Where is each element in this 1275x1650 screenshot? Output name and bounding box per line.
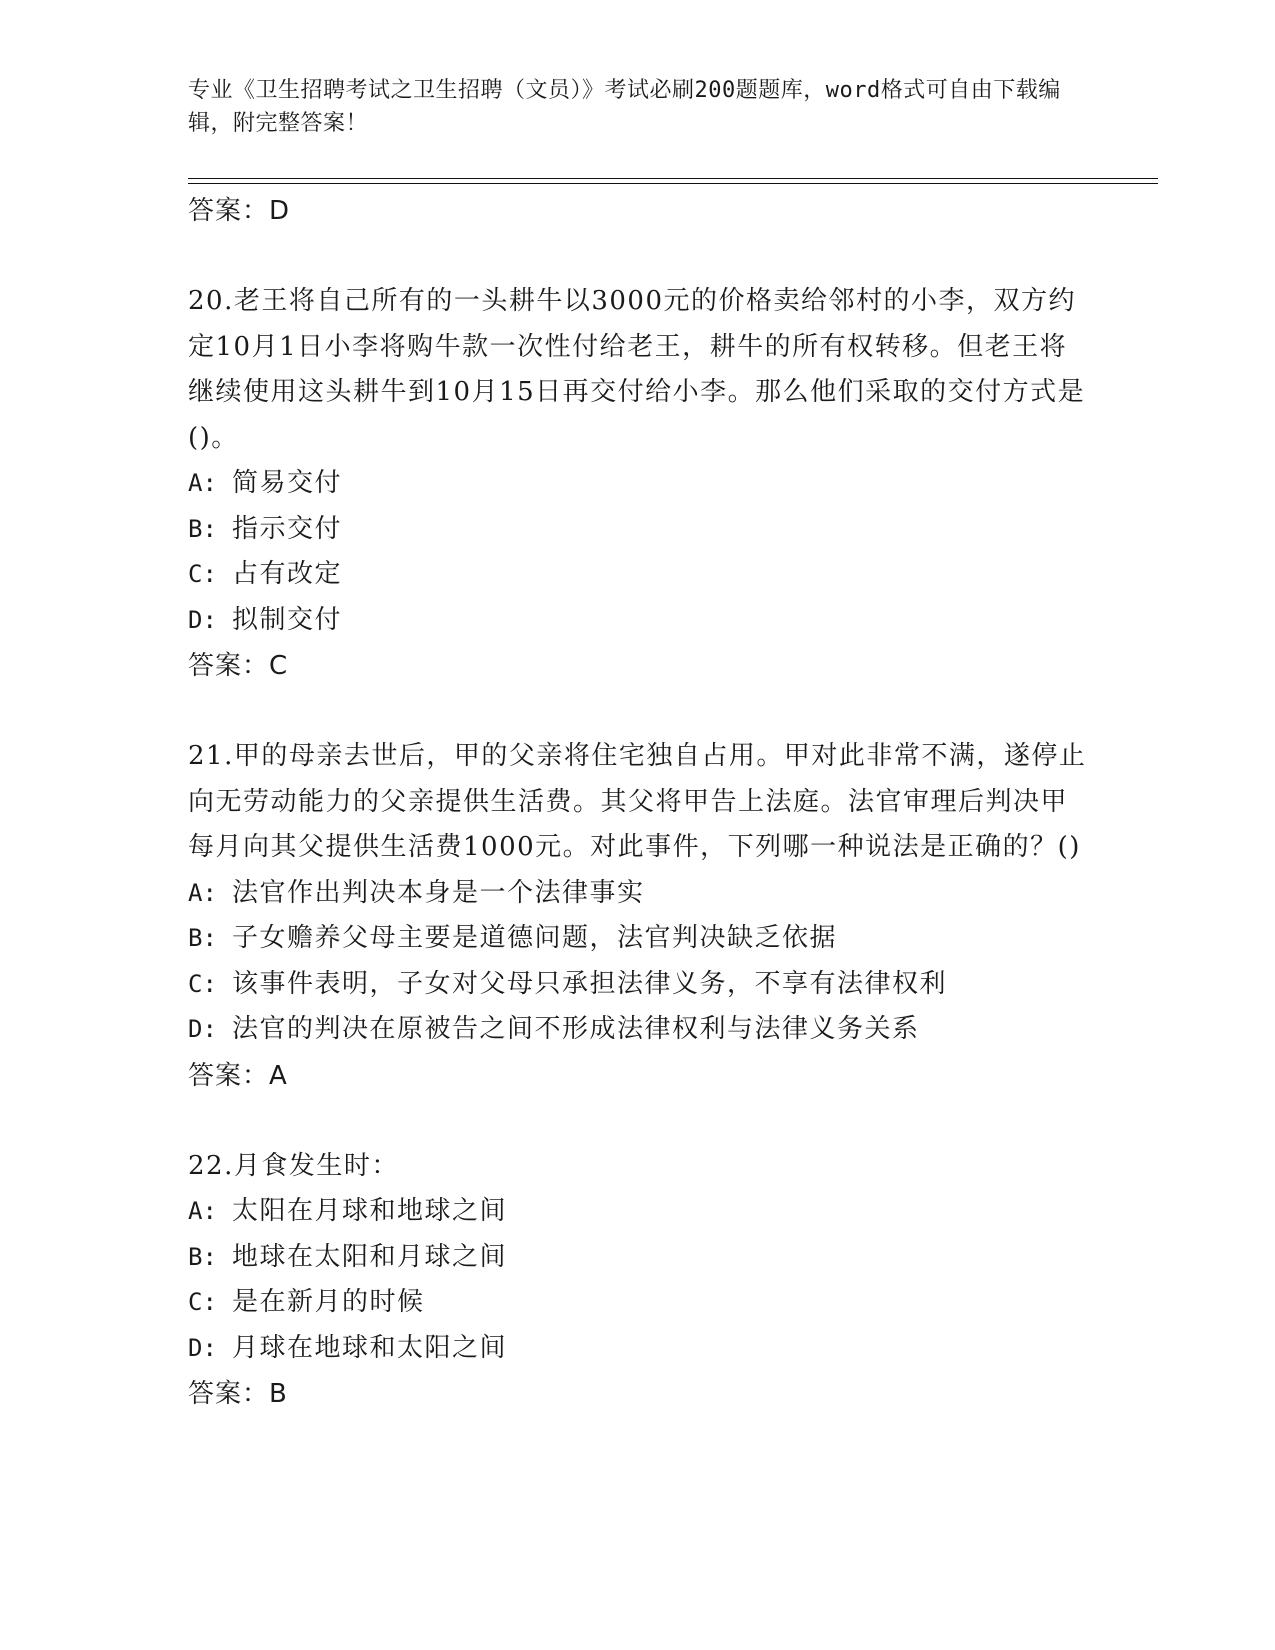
option-text: 子女赡养父母主要是道德问题，法官判决缺乏依据 (232, 923, 838, 953)
option-key: C: (188, 969, 217, 998)
option-key: D: (188, 1333, 217, 1362)
option-d (188, 1326, 1088, 1372)
question-text: 21.甲的母亲去世后，甲的父亲将住宅独自占用。甲对此非常不满，遂停止向无劳动能力的父亲提供生活费。其父将甲告上法庭。法官审理后判决甲每月向其父提供生活费1000元。对此事件，下列哪一种说法是正确的？() (188, 741, 1087, 862)
option-key: B: (188, 514, 217, 543)
answer-line: 答案：C (188, 651, 289, 681)
option-text: 拟制交付 (232, 604, 343, 635)
option-b (188, 916, 1088, 962)
question-block (188, 279, 1088, 689)
option-key: A: (188, 1197, 217, 1225)
option-text: 占有改定 (232, 559, 343, 589)
spacer (188, 689, 1088, 734)
answer-line: 答案：A (188, 1060, 288, 1091)
header-divider-bottom (188, 183, 1158, 184)
option-text: 是在新月的时候 (232, 1287, 425, 1317)
option-key: D: (188, 1015, 217, 1043)
option-a (188, 871, 1088, 917)
document-body (188, 188, 1088, 1417)
header-divider-top (188, 178, 1158, 179)
option-c (188, 1280, 1088, 1326)
question-block (188, 734, 1088, 1099)
option-key: A: (188, 469, 217, 497)
option-key: C: (188, 1288, 217, 1316)
option-c (188, 552, 1088, 598)
document-header: 专业《卫生招聘考试之卫生招聘（文员）》考试必刷200题题库，word格式可自由下载编辑，附完整答案！ (188, 78, 1061, 136)
option-a (188, 1189, 1088, 1235)
option-d (188, 1007, 1088, 1053)
spacer (188, 234, 1088, 279)
option-a (188, 461, 1088, 507)
answer-line: 答案：B (188, 1379, 288, 1409)
option-text: 太阳在月球和地球之间 (232, 1196, 508, 1226)
option-text: 法官作出判决本身是一个法律事实 (232, 877, 645, 908)
option-key: C: (188, 560, 217, 588)
option-text: 该事件表明，子女对父母只承担法律义务，不享有法律权利 (232, 968, 948, 999)
option-key: A: (188, 878, 217, 907)
option-b (188, 507, 1088, 553)
option-key: B: (188, 924, 217, 952)
option-b (188, 1235, 1088, 1281)
option-text: 地球在太阳和月球之间 (232, 1241, 508, 1272)
option-c (188, 962, 1088, 1008)
question-text: 22.月食发生时： (188, 1150, 399, 1181)
option-text: 月球在地球和太阳之间 (232, 1332, 508, 1363)
question-text: 20.老王将自己所有的一头耕牛以3000元的价格卖给邻村的小李，双方约定10月1日小李将购牛款一次性付给老王，耕牛的所有权转移。但老王将继续使用这头耕牛到10月15日再交付给小李。那么他们采取的交付方式是()。 (188, 286, 1086, 453)
option-text: 简易交付 (232, 468, 343, 498)
previous-answer: 答案：D (188, 196, 291, 226)
option-key: D: (188, 605, 217, 634)
option-text: 指示交付 (232, 513, 343, 544)
question-block (188, 1144, 1088, 1418)
option-key: B: (188, 1242, 217, 1271)
spacer (188, 1099, 1088, 1144)
option-d (188, 598, 1088, 644)
option-text: 法官的判决在原被告之间不形成法律权利与法律义务关系 (232, 1014, 920, 1044)
